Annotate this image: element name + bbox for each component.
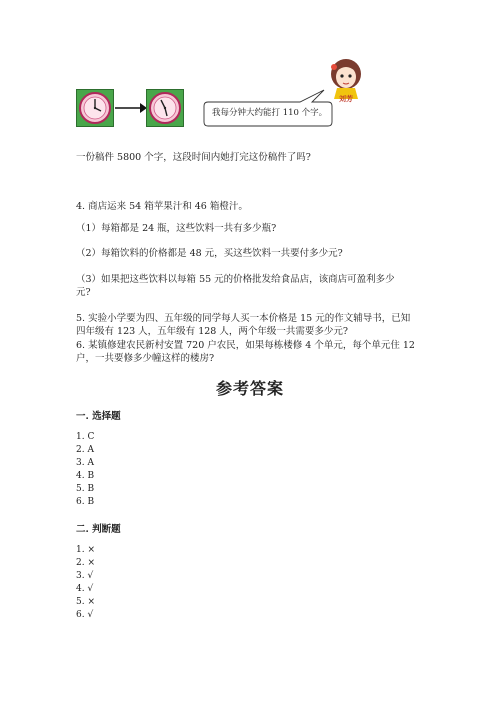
answer-item: 3. √	[76, 571, 94, 581]
speech-bubble-text: 我每分钟大约能打 110 个字。	[212, 108, 328, 118]
answer-item: 6. B	[76, 497, 95, 507]
answer-item: 2. A	[76, 445, 94, 455]
section-2-title: 二. 判断题	[76, 524, 121, 535]
start-clock-icon	[76, 89, 114, 127]
answer-item: 4. √	[76, 584, 94, 594]
answer-item: 2. ×	[76, 558, 95, 568]
answer-item: 5. ×	[76, 597, 95, 607]
problem-5-line2: 四年级有 123 人，五年级有 128 人，两个年级一共需要多少元?	[76, 326, 348, 337]
problem-4-question-3-line2: 元?	[76, 287, 91, 298]
answer-item: 1. ×	[76, 545, 95, 555]
problem-4-question-2: （2）每箱饮料的价格都是 48 元，买这些饮料一共要付多少元?	[76, 248, 343, 259]
answer-item: 4. B	[76, 471, 95, 481]
answer-item: 1. C	[76, 432, 95, 442]
problem-5-line1: 5. 实验小学要为四、五年级的同学每人买一本价格是 15 元的作文辅导书，已知	[76, 313, 411, 324]
problem-6-line1: 6. 某镇修建农民新村安置 720 户农民，如果每栋楼修 4 个单元，每个单元住 12	[76, 340, 415, 351]
problem-4-question-1: （1）每箱都是 24 瓶，这些饮料一共有多少瓶?	[76, 223, 277, 234]
arrow-right-icon	[114, 100, 148, 114]
girl-name-label: 刘芳	[339, 94, 353, 103]
problem-3-question: 一份稿件 5800 个字，这段时间内她打完这份稿件了吗?	[76, 152, 311, 163]
problem-4-question-3-line1: （3）如果把这些饮料以每箱 55 元的价格批发给食品店，该商店可盈利多少	[76, 274, 395, 285]
section-1-title: 一. 选择题	[76, 411, 121, 422]
answer-item: 5. B	[76, 484, 95, 494]
answer-item: 6. √	[76, 610, 94, 620]
answers-heading: 参考答案	[215, 379, 284, 398]
problem-4-intro: 4. 商店运来 54 箱苹果汁和 46 箱橙汁。	[76, 201, 248, 212]
answer-item: 3. A	[76, 458, 94, 468]
problem-6-line2: 户，一共要修多少幢这样的楼房?	[76, 353, 215, 364]
end-clock-icon	[146, 89, 184, 127]
